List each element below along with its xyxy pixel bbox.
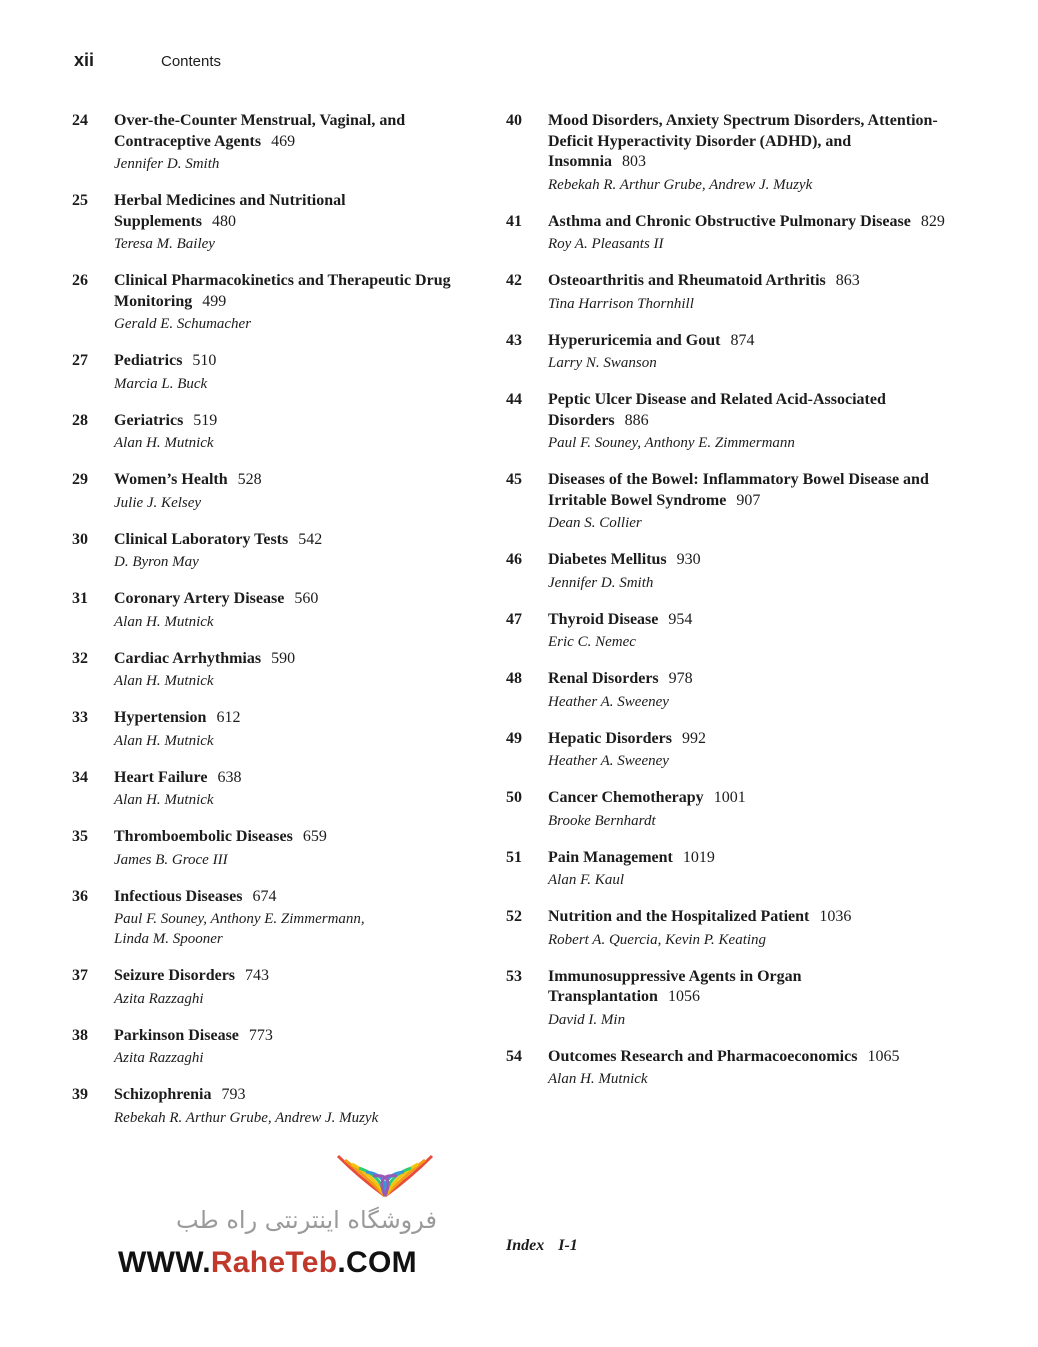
chapter-number: 49	[506, 729, 522, 747]
watermark-url-suffix: .COM	[337, 1246, 417, 1279]
chapter-page: 863	[835, 272, 860, 289]
chapter-title	[114, 411, 467, 432]
chapter-title	[114, 1026, 467, 1047]
chapter-title	[114, 1085, 467, 1106]
chapter-authors: Heather A. Sweeney	[548, 693, 669, 710]
chapter-number: 37	[72, 967, 88, 984]
chapter-title-text: Seizure Disorders	[114, 967, 236, 984]
toc-entry	[72, 827, 467, 870]
chapter-number: 34	[72, 768, 88, 786]
chapter-title	[114, 768, 467, 789]
chapter-authors: Teresa M. Bailey	[114, 236, 215, 252]
chapter-page: 992	[681, 729, 706, 747]
toc-entry	[72, 887, 467, 950]
chapter-title	[548, 669, 946, 690]
index-page: I-1	[558, 1237, 578, 1254]
chapter-title	[114, 887, 467, 908]
chapter-title-text: Diabetes Mellitus	[548, 551, 667, 568]
chapter-title	[548, 390, 946, 431]
chapter-title	[114, 530, 467, 551]
chapter-page: 590	[271, 649, 296, 667]
chapter-title	[548, 111, 946, 173]
watermark-url-mid: RaheTeb	[210, 1246, 338, 1279]
chapter-authors: Eric C. Nemec	[548, 634, 636, 650]
chapter-number: 30	[72, 530, 88, 548]
toc-entry	[72, 470, 467, 513]
book-logo-icon	[330, 1150, 440, 1198]
chapter-page: 793	[221, 1086, 246, 1103]
chapter-authors: David I. Min	[548, 1011, 626, 1028]
chapter-authors: D. Byron May	[114, 554, 199, 570]
chapter-page: 612	[216, 709, 241, 726]
toc-entry	[506, 729, 946, 772]
chapter-page: 829	[920, 212, 945, 230]
chapter-page: 1056	[667, 988, 700, 1005]
chapter-authors: Brooke Bernhardt	[548, 812, 656, 829]
chapter-number: 28	[72, 411, 88, 429]
chapter-title-text: Outcomes Research and Pharmacoeconomics	[548, 1047, 858, 1065]
toc-entry	[506, 1047, 946, 1090]
toc-entry	[506, 788, 946, 831]
chapter-authors: Alan H. Mutnick	[114, 673, 214, 689]
chapter-authors: Paul F. Souney, Anthony E. Zimmermann	[548, 435, 795, 451]
toc-entry	[506, 550, 946, 593]
chapter-number: 47	[506, 610, 522, 628]
chapter-number: 32	[72, 649, 88, 667]
chapter-authors: Alan H. Mutnick	[114, 435, 214, 451]
chapter-title-text: Renal Disorders	[548, 670, 659, 687]
chapter-authors: Marcia L. Buck	[114, 375, 208, 392]
chapter-title	[548, 470, 946, 511]
toc-entry	[72, 966, 467, 1009]
toc-entry	[72, 1085, 467, 1128]
chapter-title-text: Over-the-Counter Menstrual, Vaginal, and Contraceptive Agents	[114, 112, 406, 150]
chapter-authors: Robert A. Quercia, Kevin P. Keating	[548, 931, 767, 948]
toc-entry	[72, 411, 467, 454]
chapter-title-text: Asthma and Chronic Obstructive Pulmonary Disease	[548, 212, 911, 230]
chapter-authors: Alan H. Mutnick	[114, 732, 214, 749]
index-label: Index	[506, 1237, 545, 1254]
chapter-authors: Azita Razzaghi	[114, 1050, 204, 1066]
chapter-number: 33	[72, 709, 88, 726]
chapter-number: 29	[72, 471, 88, 488]
chapter-title-text: Osteoarthritis and Rheumatoid Arthritis	[548, 272, 826, 289]
chapter-authors: Julie J. Kelsey	[114, 494, 202, 511]
chapter-page: 528	[237, 471, 262, 488]
chapter-page: 659	[302, 828, 327, 845]
chapter-authors: Alan H. Mutnick	[114, 613, 214, 630]
toc-entry	[506, 271, 946, 314]
chapter-page: 1036	[819, 908, 852, 925]
chapter-number: 48	[506, 670, 522, 687]
chapter-title-text: Cancer Chemotherapy	[548, 789, 704, 806]
chapter-number: 25	[72, 192, 88, 209]
chapter-page: 773	[248, 1026, 273, 1044]
chapter-number: 50	[506, 789, 522, 806]
chapter-authors: Alan H. Mutnick	[548, 1071, 648, 1087]
toc-entry	[72, 111, 467, 174]
toc-entry	[72, 351, 467, 394]
chapter-title	[114, 271, 467, 312]
chapter-title-text: Immunosuppressive Agents in Organ Transplantation	[548, 967, 802, 1005]
chapter-title	[548, 331, 946, 352]
chapter-number: 36	[72, 887, 88, 905]
chapter-title	[548, 967, 946, 1008]
chapter-number: 38	[72, 1026, 88, 1044]
chapter-title	[548, 212, 946, 233]
chapter-title-text: Clinical Laboratory Tests	[114, 530, 289, 548]
chapter-number: 26	[72, 272, 88, 289]
chapter-authors: Roy A. Pleasants II	[548, 236, 664, 252]
chapter-page: 519	[193, 411, 218, 429]
toc-entry	[72, 768, 467, 811]
chapter-number: 27	[72, 352, 88, 369]
chapter-page: 930	[676, 551, 701, 568]
chapter-title-text: Peptic Ulcer Disease and Related Acid-Associated Disorders	[548, 391, 886, 429]
chapter-title	[548, 550, 946, 571]
chapter-number: 43	[506, 331, 522, 349]
running-head: Contents	[161, 53, 222, 70]
chapter-number: 46	[506, 551, 522, 568]
chapter-number: 40	[506, 112, 522, 129]
chapter-authors: James B. Groce III	[114, 851, 228, 868]
chapter-title	[548, 788, 946, 809]
chapter-page: 469	[271, 132, 296, 150]
chapter-title-text: Nutrition and the Hospitalized Patient	[548, 908, 810, 925]
chapter-authors: Alan H. Mutnick	[114, 792, 214, 808]
chapter-title-text: Pediatrics	[114, 352, 183, 369]
chapter-title-text: Coronary Artery Disease	[114, 590, 285, 607]
toc-entry	[506, 470, 946, 533]
chapter-authors: Paul F. Souney, Anthony E. Zimmermann, Linda M. Spooner	[114, 911, 365, 947]
chapter-number: 41	[506, 212, 522, 230]
chapter-page: 638	[217, 768, 242, 786]
chapter-number: 45	[506, 471, 522, 488]
chapter-page: 674	[252, 887, 277, 905]
toc-entry	[506, 390, 946, 453]
chapter-title-text: Women’s Health	[114, 471, 228, 488]
chapter-title	[548, 907, 946, 928]
chapter-page: 499	[202, 292, 227, 310]
chapter-authors: Azita Razzaghi	[114, 990, 204, 1007]
chapter-title	[114, 351, 467, 372]
chapter-title-text: Cardiac Arrhythmias	[114, 649, 262, 667]
chapter-title-text: Hypertension	[114, 709, 207, 726]
chapter-page: 542	[298, 530, 323, 548]
toc-entry	[506, 669, 946, 712]
chapter-title-text: Thyroid Disease	[548, 610, 659, 628]
chapter-title-text: Diseases of the Bowel: Inflammatory Bowel Disease and Irritable Bowel Syndrome	[548, 471, 929, 509]
chapter-title-text: Herbal Medicines and Nutritional Supplements	[114, 192, 346, 230]
toc-left-column	[72, 111, 467, 1145]
watermark	[112, 1150, 442, 1285]
chapter-title	[548, 848, 946, 869]
chapter-page: 510	[192, 352, 217, 369]
chapter-title-text: Hyperuricemia and Gout	[548, 331, 721, 349]
chapter-title-text: Clinical Pharmacokinetics and Therapeutic Drug Monitoring	[114, 272, 451, 310]
page-number: xii	[74, 50, 95, 70]
chapter-authors: Jennifer D. Smith	[548, 574, 654, 591]
chapter-title-text: Pain Management	[548, 848, 673, 866]
chapter-title-text: Infectious Diseases	[114, 887, 243, 905]
chapter-number: 54	[506, 1047, 522, 1065]
chapter-title	[114, 966, 467, 987]
chapter-title-text: Hepatic Disorders	[548, 729, 672, 747]
chapter-number: 42	[506, 272, 522, 289]
toc-entry	[72, 1026, 467, 1069]
chapter-number: 31	[72, 590, 88, 607]
chapter-number: 35	[72, 828, 88, 845]
chapter-number: 51	[506, 848, 522, 866]
chapter-number: 24	[72, 112, 88, 129]
chapter-authors: Jennifer D. Smith	[114, 156, 220, 172]
chapter-page: 978	[668, 670, 693, 687]
toc-entry	[72, 708, 467, 751]
chapter-number: 44	[506, 391, 522, 408]
toc-right-column	[506, 111, 946, 1106]
watermark-url	[118, 1246, 417, 1280]
chapter-title	[548, 271, 946, 292]
chapter-authors: Rebekah R. Arthur Grube, Andrew J. Muzyk	[548, 176, 813, 193]
toc-entry	[506, 331, 946, 374]
chapter-page: 907	[736, 491, 761, 509]
chapter-number: 39	[72, 1086, 88, 1103]
watermark-url-prefix: WWW.	[118, 1246, 211, 1279]
chapter-title	[548, 1047, 946, 1068]
chapter-page: 743	[245, 967, 270, 984]
chapter-page: 560	[294, 590, 319, 607]
chapter-title	[114, 589, 467, 610]
chapter-page: 803	[622, 153, 647, 170]
chapter-title-text: Thromboembolic Diseases	[114, 828, 293, 845]
chapter-title	[114, 470, 467, 491]
chapter-title-text: Heart Failure	[114, 768, 208, 786]
chapter-authors: Gerald E. Schumacher	[114, 316, 252, 332]
chapter-number: 52	[506, 908, 522, 925]
chapter-authors: Alan F. Kaul	[548, 872, 624, 888]
chapter-title	[114, 708, 467, 729]
chapter-page: 1065	[867, 1047, 900, 1065]
toc-entry	[72, 191, 467, 254]
chapter-authors: Tina Harrison Thornhill	[548, 295, 694, 312]
chapter-number: 53	[506, 967, 522, 985]
chapter-title-text: Schizophrenia	[114, 1086, 212, 1103]
chapter-title-text: Mood Disorders, Anxiety Spectrum Disorders, Attention-Deficit Hyperactivity Disorder (ADHD), and Insomnia	[548, 112, 938, 170]
chapter-title	[114, 191, 467, 232]
chapter-title	[114, 827, 467, 848]
chapter-page: 1019	[682, 848, 715, 866]
toc-entry	[506, 610, 946, 653]
toc-entry	[72, 530, 467, 573]
toc-entry	[506, 111, 946, 195]
toc-entry	[506, 212, 946, 255]
chapter-page: 954	[668, 610, 693, 628]
chapter-title	[114, 111, 467, 152]
chapter-page: 886	[624, 411, 649, 429]
toc-entry	[506, 848, 946, 891]
chapter-page: 874	[730, 331, 755, 349]
chapter-title	[548, 610, 946, 631]
chapter-title-text: Geriatrics	[114, 411, 184, 429]
chapter-authors: Dean S. Collier	[548, 515, 642, 531]
watermark-persian-text: فروشگاه اینترنتی راه طب	[176, 1206, 437, 1234]
toc-entry	[72, 649, 467, 692]
chapter-title	[114, 649, 467, 670]
chapter-page: 1001	[713, 789, 746, 806]
chapter-authors: Rebekah R. Arthur Grube, Andrew J. Muzyk	[114, 1109, 379, 1126]
toc-entry	[72, 271, 467, 334]
toc-entry	[72, 589, 467, 632]
toc-entry	[506, 907, 946, 950]
chapter-title	[548, 729, 946, 750]
chapter-authors: Heather A. Sweeney	[548, 753, 669, 769]
chapter-page: 480	[212, 212, 237, 230]
toc-entry	[506, 967, 946, 1030]
chapter-authors: Larry N. Swanson	[548, 355, 657, 371]
chapter-title-text: Parkinson Disease	[114, 1026, 239, 1044]
toc-index-entry	[506, 1237, 578, 1255]
